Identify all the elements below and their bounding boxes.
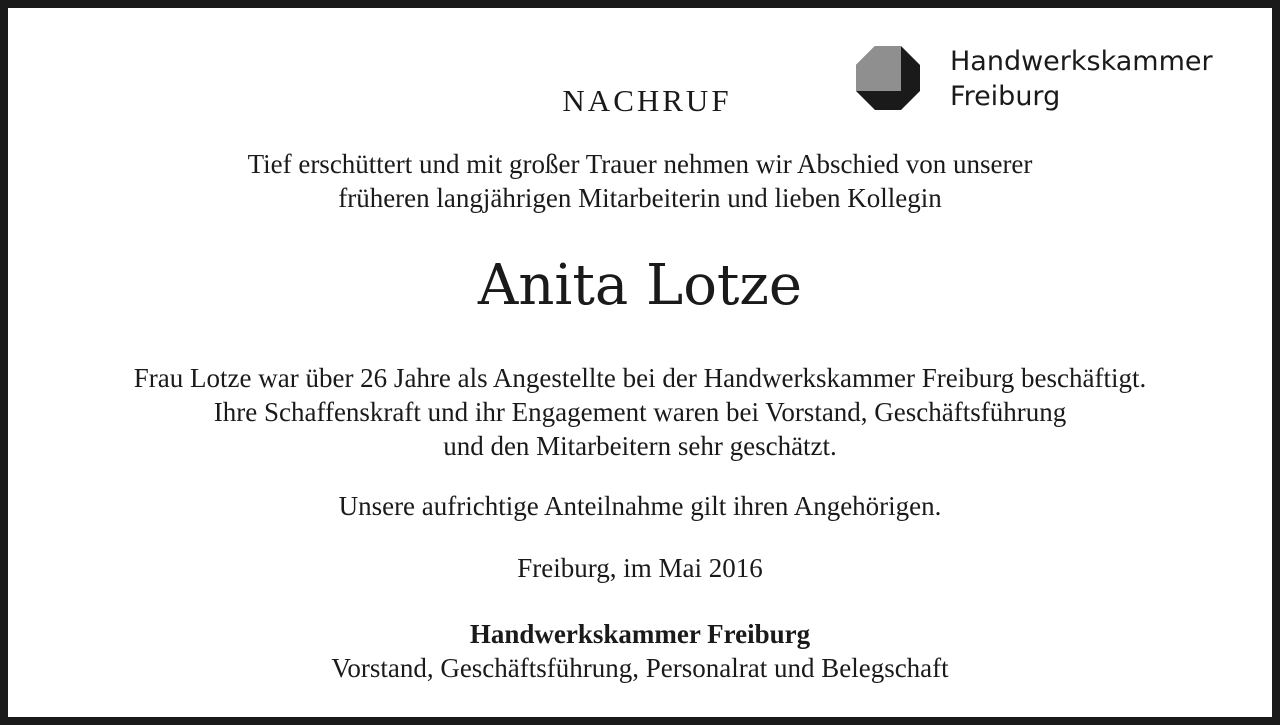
- place-date: Freiburg, im Mai 2016: [517, 553, 763, 583]
- tribute-line-3: und den Mitarbeitern sehr geschätzt.: [443, 431, 837, 461]
- deceased-name: Anita Lotze: [477, 253, 803, 318]
- tribute-line-1: Frau Lotze war über 26 Jahre als Angestellte bei der Handwerkskammer Freiburg beschäftigt.: [133, 363, 1147, 393]
- logo-wordmark: [950, 44, 1213, 114]
- obituary-notice: [8, 8, 1272, 717]
- tribute-line-2: Ihre Schaffenskraft und ihr Engagement waren bei Vorstand, Geschäftsführung: [213, 397, 1067, 427]
- signature-members: Vorstand, Geschäftsführung, Personalrat und Belegschaft: [331, 653, 949, 683]
- signature-organization: Handwerkskammer Freiburg: [469, 619, 811, 649]
- notice-heading: NACHRUF: [562, 83, 732, 118]
- handwerkskammer-logo-icon: [856, 46, 920, 110]
- intro-line-1: Tief erschüttert und mit großer Trauer nehmen wir Abschied von unserer: [247, 149, 1033, 179]
- logo-text-line1: Handwerkskammer: [950, 46, 1213, 77]
- condolence-text: Unsere aufrichtige Anteilnahme gilt ihren Angehörigen.: [338, 491, 942, 521]
- intro-line-2: früheren langjährigen Mitarbeiterin und lieben Kollegin: [338, 183, 942, 213]
- logo-text-line2: Freiburg: [950, 81, 1061, 112]
